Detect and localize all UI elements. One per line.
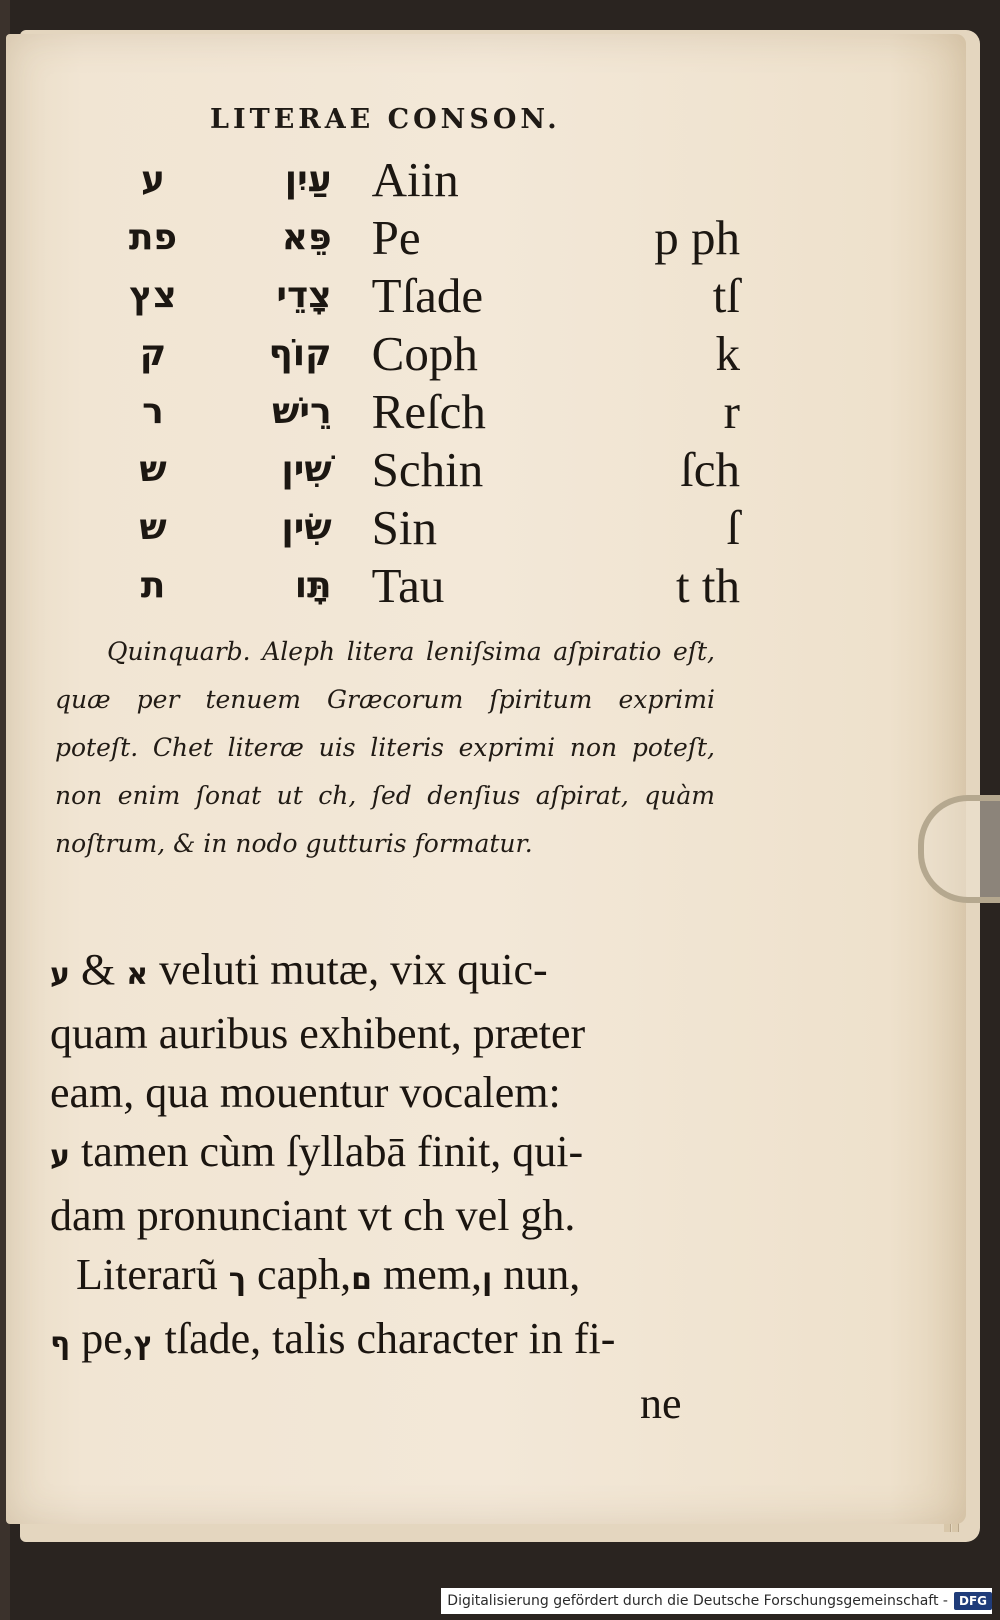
hebrew-letter: ע: [50, 1139, 70, 1174]
text-line: [50, 940, 710, 1004]
letter-name-cell: Tau: [371, 557, 445, 613]
catchword: ne: [640, 1379, 682, 1428]
letter-name-cell: Schin: [371, 441, 484, 497]
final-form-cell: ר: [142, 390, 164, 432]
commentary-note: Quinquarb. Aleph litera leniſsima aſpiratio eſt, quæ per tenuem Græcorum ſpiritum exprimi poteſt. Chet literæ uis literis exprimi non poteſt, non enim ſonat ut ch, ſed denſius aſpirat, quàm noſtrum, & in nodo gutturis formatur.: [55, 637, 715, 858]
letter-name-cell: Aiin: [371, 151, 459, 207]
hebrew-letter: ע: [50, 957, 70, 992]
table-row: [100, 208, 740, 266]
hebrew-letter: ם: [351, 1262, 372, 1297]
text-line: eam, qua mouentur vocalem:: [50, 1068, 561, 1117]
text-fragment: veluti mutæ, vix quic-: [148, 945, 548, 994]
consonant-table: [100, 150, 740, 614]
dfg-logo: DFG: [954, 1592, 992, 1610]
hebrew-name-cell: קוֹף: [268, 332, 332, 374]
final-form-cell: ש: [139, 448, 167, 490]
text-line: dam pronunciant vt ch vel gh.: [50, 1191, 576, 1240]
text-fragment: tamen cùm ſyllabā finit, qui-: [69, 1127, 584, 1176]
final-form-cell: פת: [128, 216, 178, 258]
letter-name-cell: Sin: [371, 499, 438, 555]
transliteration-cell: r: [723, 383, 740, 439]
final-form-cell: ע: [141, 158, 165, 200]
transliteration-cell: tſ: [712, 267, 740, 323]
hebrew-name-cell: פֵּא: [281, 216, 332, 258]
hebrew-name-cell: תָּו: [294, 564, 332, 606]
running-header: LITERAE CONSON.: [210, 104, 561, 135]
hebrew-name-cell: רֵישׁ: [272, 390, 332, 432]
hebrew-letter: ף: [50, 1326, 71, 1361]
text-fragment: caph,: [246, 1250, 352, 1299]
final-form-cell: צץ: [129, 274, 177, 316]
text-fragment: tſade, talis character in fi-: [153, 1314, 616, 1363]
text-line: quam auribus exhibent, præter: [50, 1009, 586, 1058]
body-text: [50, 940, 710, 1373]
hebrew-name-cell: עַיִן: [284, 158, 332, 200]
table-row: [100, 324, 740, 382]
hebrew-name-cell: שִׂין: [281, 506, 332, 548]
table-row: [100, 498, 740, 556]
text-fragment: &: [69, 945, 127, 994]
text-fragment: pe,: [70, 1314, 134, 1363]
final-form-cell: ת: [140, 564, 166, 606]
letter-name-cell: Coph: [371, 325, 478, 381]
text-line: [50, 1245, 710, 1309]
hebrew-name-cell: שִׁין: [281, 448, 332, 490]
credit-text: Digitalisierung gefördert durch die Deutsche Forschungsgemeinschaft -: [447, 1593, 948, 1609]
hebrew-letter: ך: [228, 1262, 247, 1297]
letter-name-cell: Pe: [371, 209, 421, 265]
transliteration-cell: ſ: [726, 499, 740, 555]
hebrew-name-cell: צָדֵי: [276, 274, 332, 316]
hebrew-letter: א: [126, 957, 149, 992]
transliteration-cell: p ph: [654, 209, 740, 265]
text-fragment: nun,: [492, 1250, 581, 1299]
transliteration-cell: k: [715, 325, 740, 381]
text-line: [50, 1122, 710, 1186]
transliteration-cell: ſch: [680, 441, 740, 497]
table-row: [100, 150, 740, 208]
final-form-cell: ק: [139, 332, 167, 374]
letter-name-cell: Reſch: [371, 383, 486, 439]
page-clip-tab: [918, 795, 1000, 903]
text-fragment: mem,: [372, 1250, 482, 1299]
table-row: [100, 382, 740, 440]
table-row: [100, 266, 740, 324]
hebrew-letter: ן: [481, 1262, 493, 1297]
table-row: [100, 556, 740, 614]
letter-name-cell: Tſade: [371, 267, 484, 323]
hebrew-letter: ץ: [133, 1326, 154, 1361]
final-form-cell: ש: [139, 506, 167, 548]
text-line: [50, 1309, 710, 1373]
digitization-credit: [441, 1588, 992, 1614]
text-fragment: Literarũ: [76, 1250, 229, 1299]
transliteration-cell: [580, 150, 740, 208]
transliteration-cell: t th: [676, 557, 740, 613]
table-row: [100, 440, 740, 498]
